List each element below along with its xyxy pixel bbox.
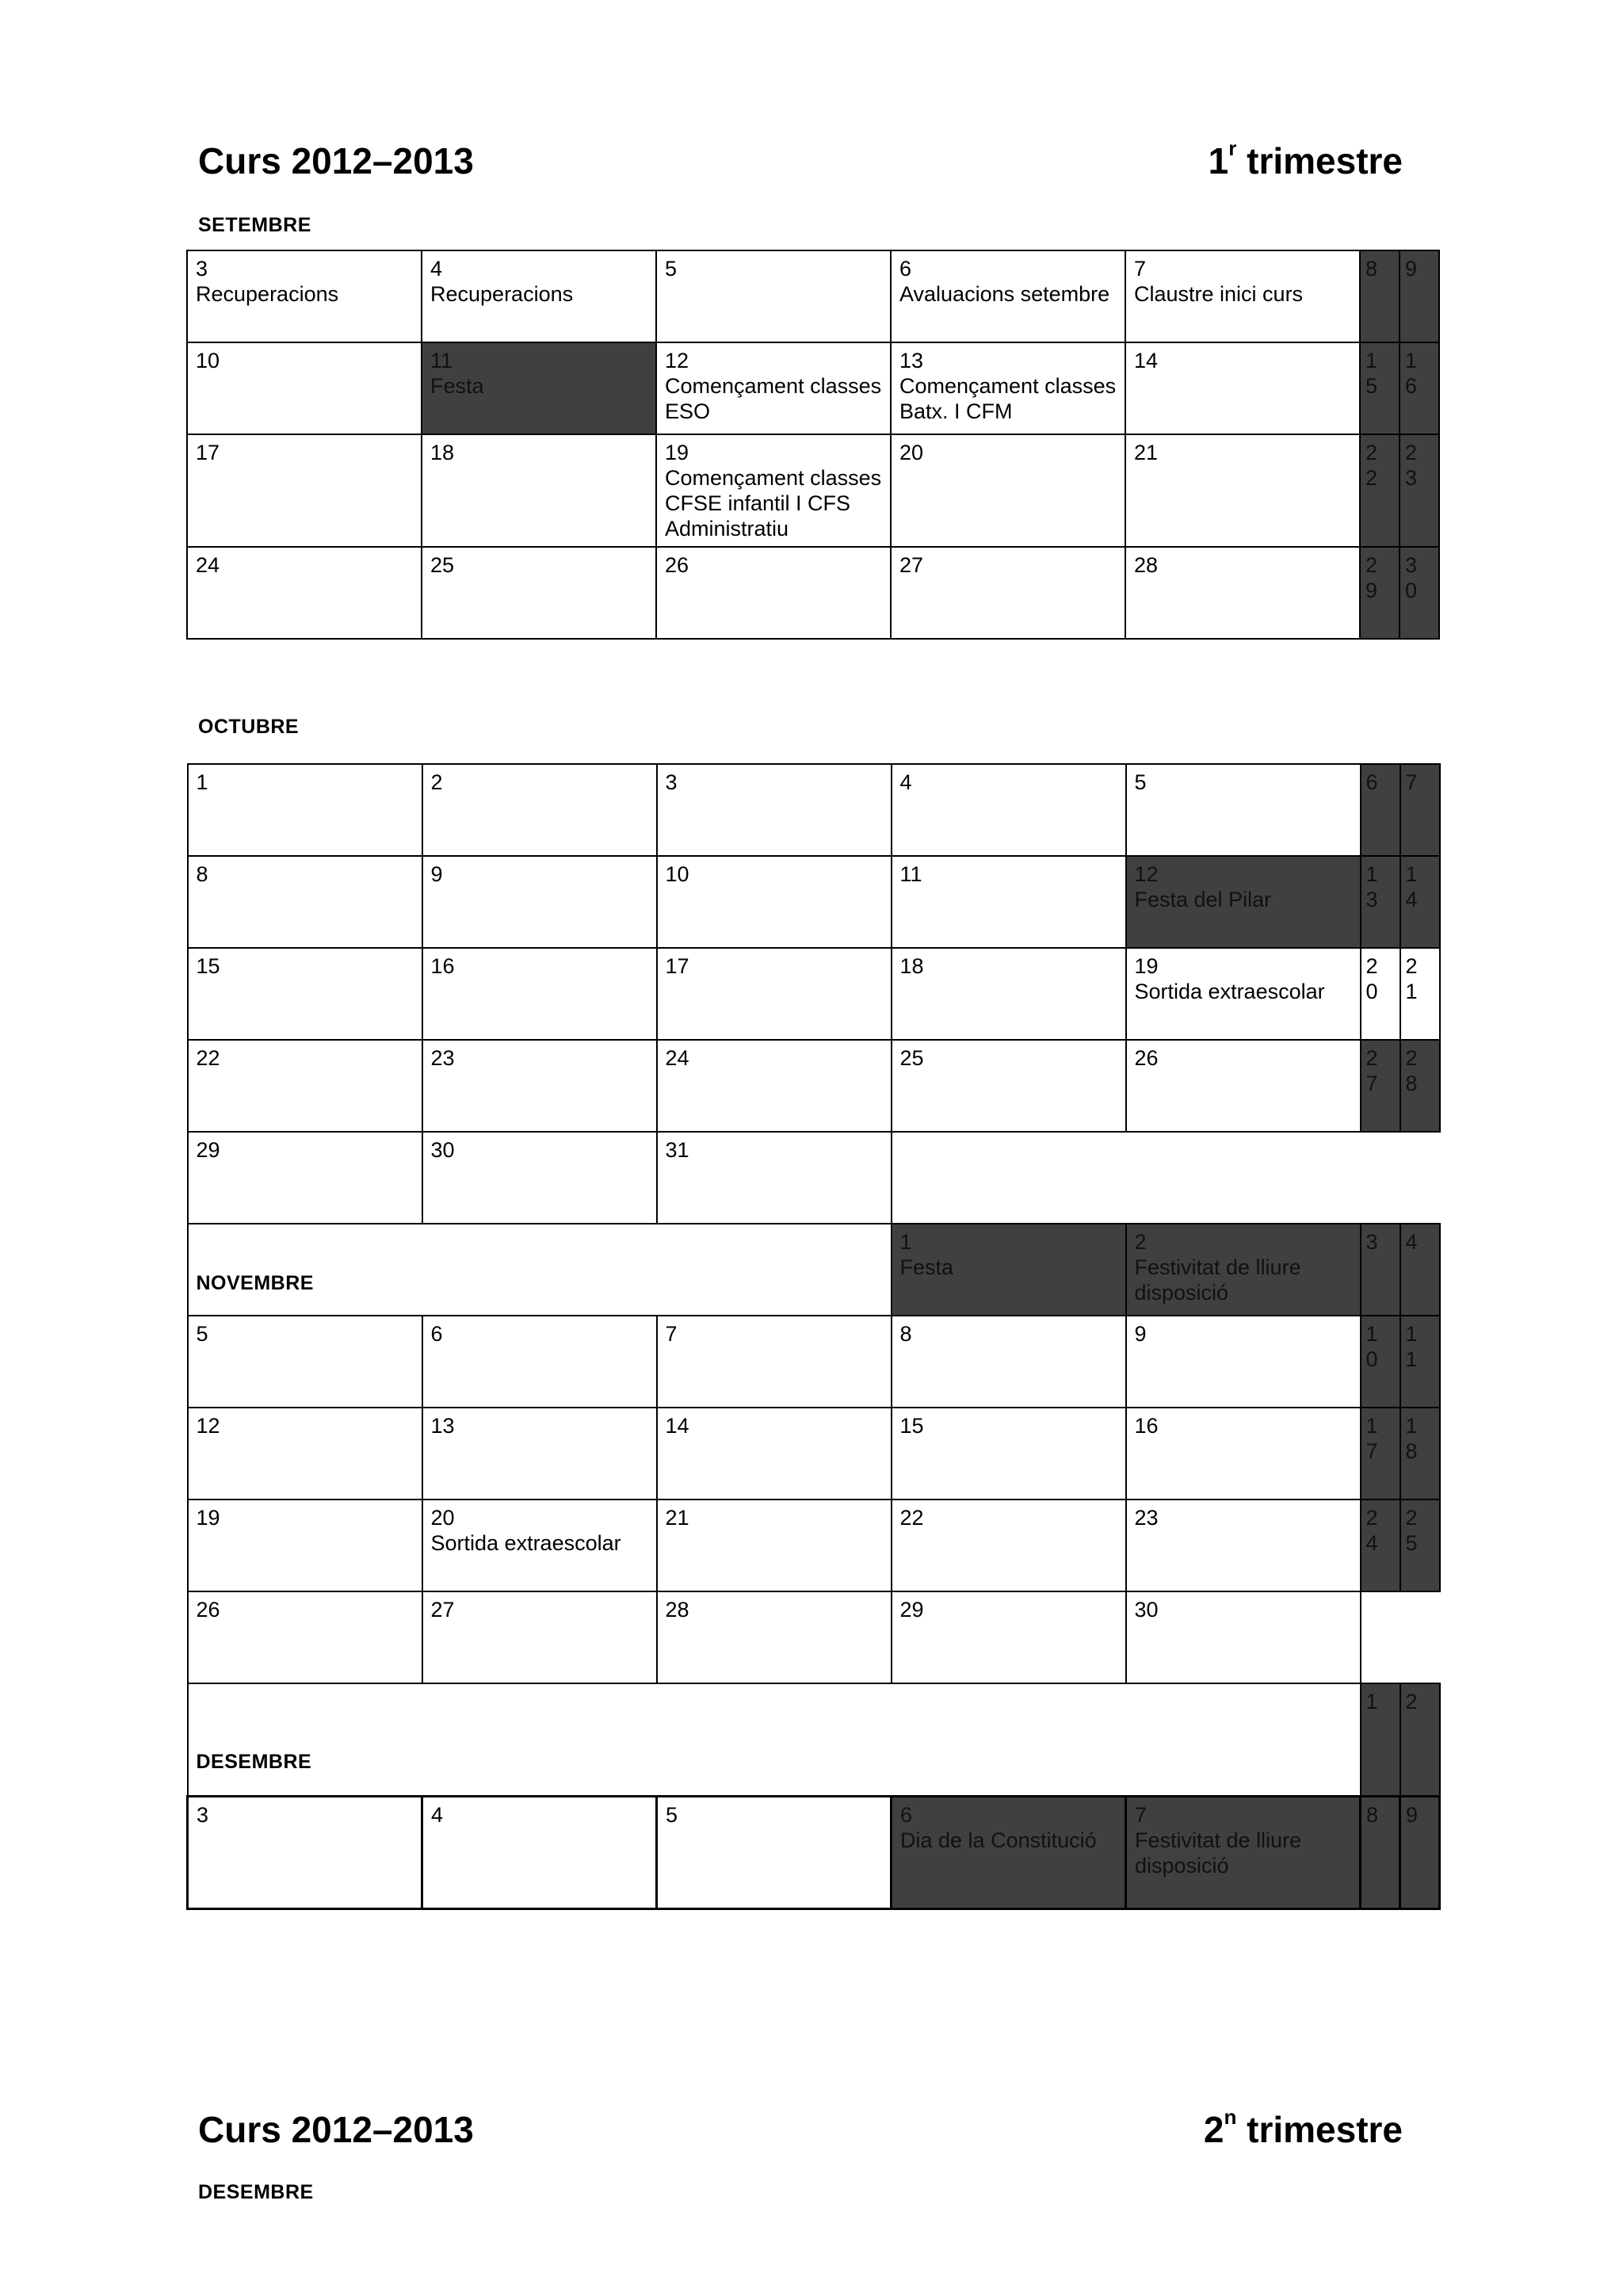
day-cell: 16 — [422, 948, 657, 1040]
day-cell: 21 — [657, 1499, 892, 1591]
weekend-cell: 16 — [1400, 342, 1439, 434]
month-label-octubre: OCTUBRE — [198, 716, 300, 738]
weekend-cell: 11 — [1400, 1316, 1440, 1408]
weekend-cell: 25 — [1400, 1499, 1440, 1591]
month-label-cell — [188, 1224, 892, 1316]
day-cell: 7 — [657, 1316, 892, 1408]
day-cell: 22 — [892, 1499, 1126, 1591]
day-cell: 23 — [1126, 1499, 1361, 1591]
weekend-cell: 24 — [1361, 1499, 1400, 1591]
day-cell: 31 — [657, 1132, 892, 1224]
day-cell: 23 — [422, 1040, 657, 1132]
month-label-desembre: DESEMBRE — [196, 1750, 312, 1773]
day-cell: 21 — [1125, 434, 1360, 547]
day-cell: 28 — [657, 1591, 892, 1683]
weekend-cell: 17 — [1361, 1408, 1400, 1499]
day-cell: 17 — [657, 948, 892, 1040]
weekend-cell: 21 — [1400, 948, 1440, 1040]
weekend-cell: 30 — [1400, 547, 1439, 639]
day-cell: 4 Recuperacions — [422, 250, 656, 342]
day-cell: 6 — [422, 1316, 657, 1408]
day-cell: 27 — [422, 1591, 657, 1683]
day-cell: 14 — [657, 1408, 892, 1499]
holiday-cell: 7 Festivitat de lliure disposició — [1126, 1796, 1361, 1908]
empty-cell — [1361, 1591, 1440, 1683]
day-cell: 6 Avaluacions setembre — [891, 250, 1125, 342]
day-cell: 13 — [422, 1408, 657, 1499]
day-cell: 26 — [188, 1591, 422, 1683]
day-cell: 12 — [188, 1408, 422, 1499]
weekend-cell: 3 — [1361, 1224, 1400, 1316]
trimester-2-header — [198, 2105, 1403, 2159]
day-cell: 3 Recuperacions — [187, 250, 422, 342]
day-cell: 27 — [891, 547, 1125, 639]
day-cell: 9 — [422, 856, 657, 948]
day-cell: 25 — [422, 547, 656, 639]
month-label-novembre: NOVEMBRE — [196, 1272, 314, 1294]
weekend-cell: 9 — [1400, 250, 1439, 342]
day-cell: 5 — [188, 1316, 422, 1408]
day-cell: 8 — [892, 1316, 1126, 1408]
day-cell: 15 — [892, 1408, 1126, 1499]
weekend-cell: 14 — [1400, 856, 1440, 948]
day-cell: 5 — [1126, 764, 1361, 856]
day-cell: 29 — [188, 1132, 422, 1224]
day-cell: 20 — [891, 434, 1125, 547]
empty-cell — [892, 1132, 1440, 1224]
weekend-cell: 27 — [1361, 1040, 1400, 1132]
day-cell: 5 — [656, 250, 891, 342]
term-label: 1$^r$ trimestre — [1208, 136, 1403, 181]
weekend-cell: 22 — [1360, 434, 1400, 547]
weekend-cell: 23 — [1400, 434, 1439, 547]
day-cell: 3 — [188, 1796, 422, 1908]
day-cell: 22 — [188, 1040, 422, 1132]
month-label-cell — [188, 1683, 1361, 1796]
day-cell: 14 — [1125, 342, 1360, 434]
day-cell: 4 — [892, 764, 1126, 856]
day-cell: 10 — [657, 856, 892, 948]
day-cell: 7 Claustre inici curs — [1125, 250, 1360, 342]
day-cell: 2 — [422, 764, 657, 856]
day-cell: 13 Començament classes Batx. I CFM — [891, 342, 1125, 434]
day-cell: 24 — [657, 1040, 892, 1132]
month-label-desembre-2: DESEMBRE — [198, 2181, 314, 2203]
weekend-cell: 29 — [1360, 547, 1400, 639]
day-cell: 12 Començament classes ESO — [656, 342, 891, 434]
weekend-cell: 18 — [1400, 1408, 1440, 1499]
day-cell: 29 — [892, 1591, 1126, 1683]
day-cell: 28 — [1125, 547, 1360, 639]
weekend-cell: 2 — [1400, 1683, 1440, 1796]
holiday-cell: 6 Dia de la Constitució — [892, 1796, 1126, 1908]
day-cell: 24 — [187, 547, 422, 639]
weekend-cell: 8 — [1360, 250, 1400, 342]
day-cell: 16 — [1126, 1408, 1361, 1499]
weekend-cell: 20 — [1361, 948, 1400, 1040]
course-title: Curs 2012–2013 — [198, 2109, 474, 2150]
calendar-setembre — [186, 250, 1440, 640]
day-cell: 15 — [188, 948, 422, 1040]
day-cell: 20 Sortida extraescolar — [422, 1499, 657, 1591]
day-cell: 30 — [422, 1132, 657, 1224]
weekend-cell: 6 — [1361, 764, 1400, 856]
term-label: 2$^n$ trimestre — [1203, 2105, 1403, 2150]
weekend-cell: 7 — [1400, 764, 1440, 856]
day-cell: 30 — [1126, 1591, 1361, 1683]
weekend-cell: 1 — [1361, 1683, 1400, 1796]
day-cell: 26 — [656, 547, 891, 639]
trimester-1-header — [198, 136, 1403, 190]
holiday-cell: 1 Festa — [892, 1224, 1126, 1316]
day-cell: 1 — [188, 764, 422, 856]
calendar-octubre-novembre-desembre — [186, 763, 1441, 1910]
course-title: Curs 2012–2013 — [198, 140, 474, 181]
holiday-cell: 2 Festivitat de lliure disposició — [1126, 1224, 1361, 1316]
day-cell: 10 — [187, 342, 422, 434]
day-cell: 4 — [422, 1796, 657, 1908]
holiday-cell: 11 Festa — [422, 342, 656, 434]
weekend-cell: 13 — [1361, 856, 1400, 948]
weekend-cell: 9 — [1400, 1796, 1440, 1908]
day-cell: 18 — [422, 434, 656, 547]
day-cell: 8 — [188, 856, 422, 948]
day-cell: 19 — [188, 1499, 422, 1591]
holiday-cell: 12 Festa del Pilar — [1126, 856, 1361, 948]
day-cell: 19 Sortida extraescolar — [1126, 948, 1361, 1040]
day-cell: 9 — [1126, 1316, 1361, 1408]
day-cell: 26 — [1126, 1040, 1361, 1132]
day-cell: 18 — [892, 948, 1126, 1040]
weekend-cell: 15 — [1360, 342, 1400, 434]
weekend-cell: 10 — [1361, 1316, 1400, 1408]
day-cell: 11 — [892, 856, 1126, 948]
month-label-setembre: SETEMBRE — [198, 214, 311, 236]
weekend-cell: 4 — [1400, 1224, 1440, 1316]
day-cell: 3 — [657, 764, 892, 856]
day-cell: 17 — [187, 434, 422, 547]
weekend-cell: 8 — [1361, 1796, 1400, 1908]
day-cell: 25 — [892, 1040, 1126, 1132]
day-cell: 5 — [657, 1796, 892, 1908]
day-cell: 19 Començament classes CFSE infantil I CFS Administratiu — [656, 434, 891, 547]
weekend-cell: 28 — [1400, 1040, 1440, 1132]
